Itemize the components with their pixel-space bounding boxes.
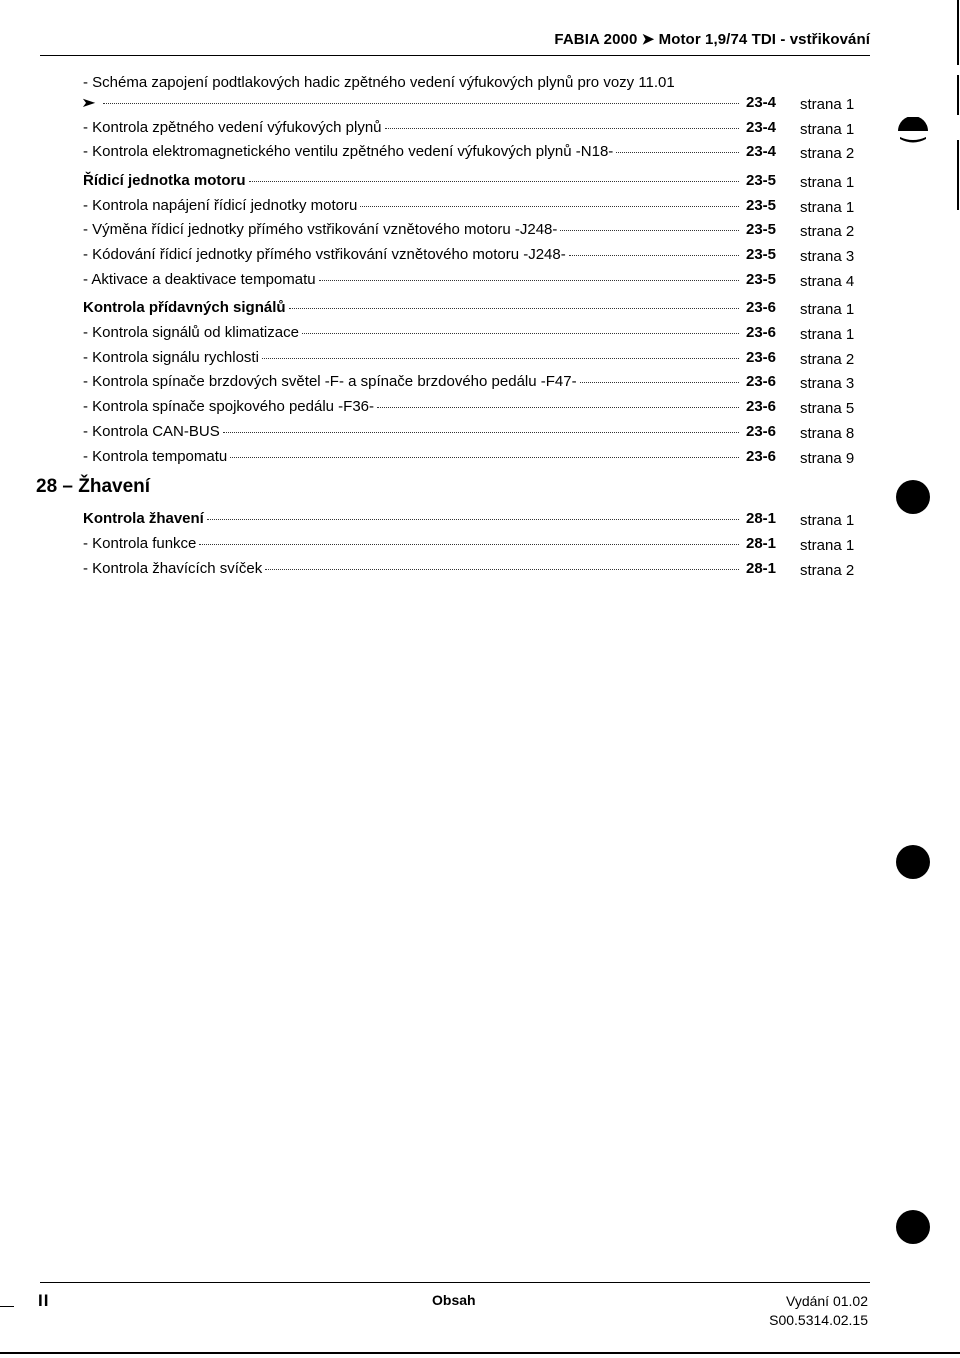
toc-entry-page: strana 3 <box>800 248 855 265</box>
toc-entry-text: - Kontrola tempomatu <box>83 448 228 465</box>
arrow-icon: ➤ <box>80 95 97 110</box>
binder-hole-icon <box>896 480 930 514</box>
toc-entry-code: 23-6 <box>746 349 777 366</box>
toc-entry-code: 23-6 <box>746 324 777 341</box>
dot-leader <box>580 381 739 383</box>
binder-hole-icon <box>896 845 930 879</box>
footer-doc-code: S00.5314.02.15 <box>769 1312 868 1328</box>
toc-section-heading[interactable] <box>0 299 960 323</box>
toc-entry-text: - Kontrola spínače brzdových světel -F- a spínače brzdového pedálu -F47- <box>83 373 577 390</box>
dot-leader <box>199 543 739 545</box>
page-edge-line <box>957 0 959 65</box>
dot-leader <box>360 205 739 207</box>
toc-entry-code: 23-6 <box>746 398 777 415</box>
toc-entry-text: - Kontrola funkce <box>83 535 197 552</box>
toc-entry[interactable] <box>0 535 960 559</box>
dot-leader <box>223 431 739 433</box>
toc-entry[interactable] <box>0 271 960 295</box>
dot-leader <box>319 279 739 281</box>
footer-section: Obsah <box>432 1292 476 1308</box>
toc-entry[interactable] <box>0 349 960 373</box>
toc-entry[interactable] <box>0 398 960 422</box>
toc-entry-page: strana 1 <box>800 512 855 529</box>
toc-entry[interactable] <box>0 221 960 245</box>
toc-entry-code: 23-5 <box>746 172 777 189</box>
toc-entry-code: 23-6 <box>746 448 777 465</box>
toc-entry-text: - Kontrola zpětného vedení výfukových plynů <box>83 119 382 136</box>
footer-edition-block <box>769 1292 868 1330</box>
toc-entry-code: 23-6 <box>746 299 777 316</box>
toc-entry[interactable] <box>0 373 960 397</box>
toc-entry-page: strana 2 <box>800 351 855 368</box>
toc-entry-text: - Kontrola signálu rychlosti <box>83 349 259 366</box>
toc-entry-page: strana 3 <box>800 375 855 392</box>
toc-entry-code: 23-5 <box>746 246 777 263</box>
footer-page-number: II <box>38 1291 50 1310</box>
toc-entry-text: - Aktivace a deaktivace tempomatu <box>83 271 316 288</box>
binder-hole-icon <box>896 1210 930 1244</box>
toc-entry-code: 23-5 <box>746 197 777 214</box>
toc-entry[interactable] <box>0 119 960 143</box>
toc-entry-page: strana 5 <box>800 400 855 417</box>
toc-entry-page: strana 1 <box>800 326 855 343</box>
dot-leader <box>262 357 739 359</box>
dot-leader <box>569 254 739 256</box>
toc-entry-page: strana 2 <box>800 223 855 240</box>
toc-entry-text: - Schéma zapojení podtlakových hadic zpětného vedení výfukových plynů pro vozy 11.01 <box>83 74 675 91</box>
toc-entry-page: strana 2 <box>800 145 855 162</box>
toc-entry-page: strana 1 <box>800 301 855 318</box>
toc-entry[interactable] <box>0 560 960 584</box>
toc-entry-code: 23-6 <box>746 423 777 440</box>
toc-entry-page: strana 8 <box>800 425 855 442</box>
dot-leader <box>207 518 739 520</box>
dot-leader <box>377 406 739 408</box>
toc-entry-code: 23-4 <box>746 143 777 160</box>
toc-entry[interactable] <box>0 143 960 167</box>
toc-entry-code: 28-1 <box>746 560 777 577</box>
footer-edition: Vydání 01.02 <box>786 1293 868 1309</box>
toc-entry-page: strana 1 <box>800 96 855 113</box>
toc-entry-code: 28-1 <box>746 535 777 552</box>
dot-leader <box>103 102 739 104</box>
toc-entry-page: strana 9 <box>800 450 855 467</box>
toc-entry[interactable] <box>0 94 960 118</box>
dot-leader <box>385 127 739 129</box>
toc-entry-text: - Kontrola napájení řídicí jednotky motoru <box>83 197 358 214</box>
toc-entry[interactable] <box>0 197 960 221</box>
toc-entry-text: Kontrola žhavení <box>83 510 204 527</box>
toc-entry-code: 28-1 <box>746 510 777 527</box>
toc-entry-text: - Kontrola spínače spojkového pedálu -F36- <box>83 398 375 415</box>
footer-rule <box>40 1282 870 1283</box>
toc-entry[interactable] <box>0 324 960 348</box>
toc-entry-code: 23-4 <box>746 94 777 111</box>
toc-entry-text: - Kódování řídicí jednotky přímého vstřikování vznětového motoru -J248- <box>83 246 566 263</box>
dot-leader <box>302 332 739 334</box>
toc-entry-text: - Výměna řídicí jednotky přímého vstřikování vznětového motoru -J248- <box>83 221 558 238</box>
toc-entry-code: 23-6 <box>746 373 777 390</box>
toc-entry-page: strana 2 <box>800 562 855 579</box>
dot-leader <box>289 307 739 309</box>
dot-leader <box>265 568 739 570</box>
toc-entry[interactable] <box>0 448 960 472</box>
header-rule <box>40 55 870 56</box>
toc-entry-page: strana 1 <box>800 121 855 138</box>
dot-leader <box>560 229 739 231</box>
toc-entry-page: strana 1 <box>800 199 855 216</box>
chapter-title: Žhavení <box>78 476 151 497</box>
toc-entry-text: - Kontrola žhavících svíček <box>83 560 263 577</box>
dot-leader <box>230 456 739 458</box>
toc-entry[interactable] <box>0 423 960 447</box>
chapter-number: 28 – <box>36 476 73 497</box>
page-edge-line <box>0 1306 14 1307</box>
toc-entry-code: 23-5 <box>746 221 777 238</box>
toc-entry-text: - Kontrola CAN-BUS <box>83 423 220 440</box>
toc-entry[interactable] <box>0 246 960 270</box>
toc-entry-code: 23-5 <box>746 271 777 288</box>
toc-entry-page: strana 1 <box>800 174 855 191</box>
toc-entry-code: 23-4 <box>746 119 777 136</box>
page-bottom-edge <box>0 1352 960 1354</box>
toc-entry-page: strana 4 <box>800 273 855 290</box>
dot-leader <box>616 151 739 153</box>
toc-entry-text: Řídicí jednotka motoru <box>83 172 246 189</box>
toc-entry-page: strana 1 <box>800 537 855 554</box>
header-title: FABIA 2000 ➤ Motor 1,9/74 TDI - vstřikování <box>554 31 870 48</box>
toc-entry-text: - Kontrola signálů od klimatizace <box>83 324 299 341</box>
toc-entry-text: - Kontrola elektromagnetického ventilu zpětného vedení výfukových plynů -N18- <box>83 143 614 160</box>
toc-section-heading[interactable] <box>0 172 960 196</box>
chapter-heading <box>36 476 150 498</box>
dot-leader <box>249 180 739 182</box>
toc-entry-text: Kontrola přídavných signálů <box>83 299 286 316</box>
toc-section-heading[interactable] <box>0 510 960 534</box>
